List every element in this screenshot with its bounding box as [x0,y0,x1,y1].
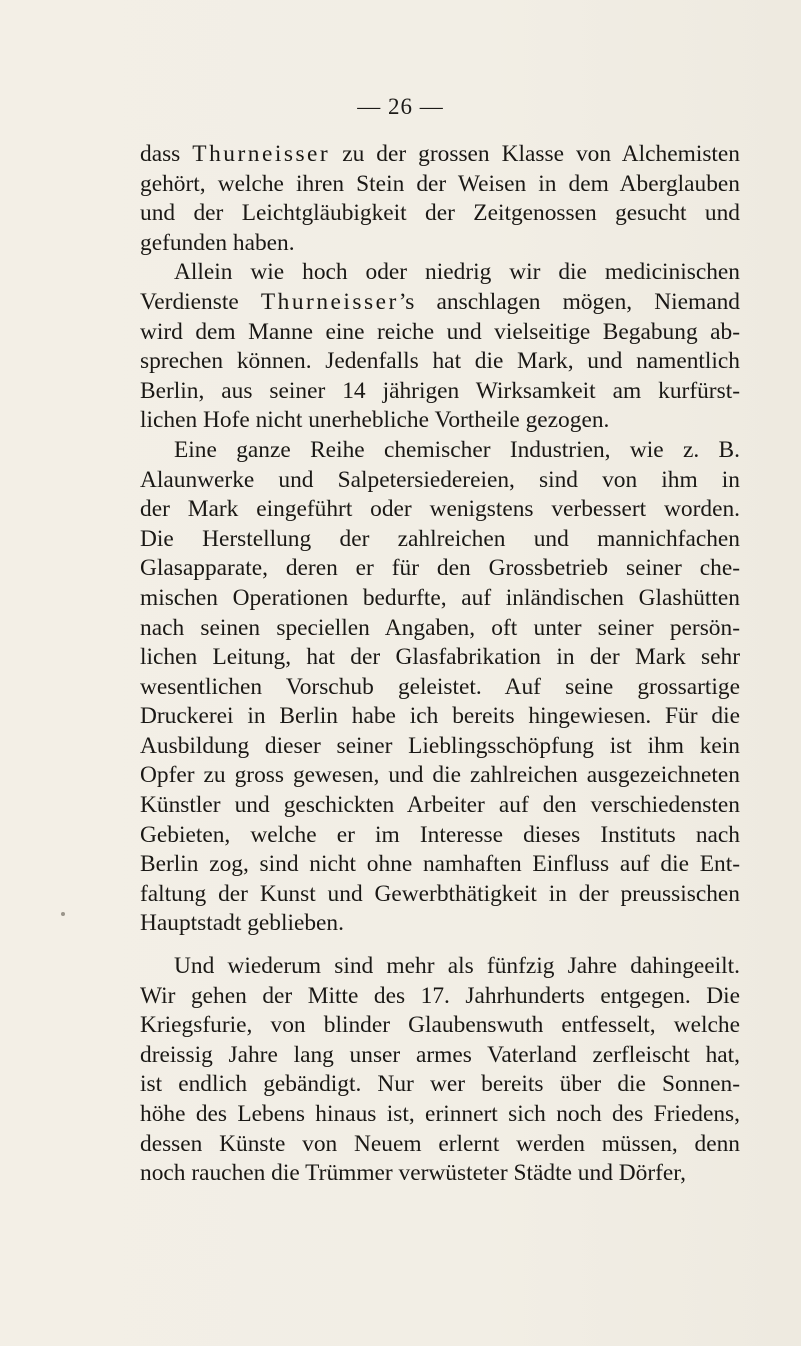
text-line: Druckerei in Berlin habe ich bereits hingewiesen. Für die [140,703,740,730]
paragraph [140,140,740,258]
text-line: Hauptstadt geblieben. [140,910,344,937]
paper-speck [61,912,65,916]
text-line: dessen Künste von Neuem erlernt werden müssen, denn [140,1130,740,1157]
text-line: Künstler und geschickten Arbeiter auf den verschiedensten [140,792,740,819]
text-line: Opfer zu gross gewesen, und die zahlreichen ausgezeichneten [140,762,740,789]
paragraph [140,258,740,436]
paragraph-gap [140,939,740,952]
text-line: ist endlich gebändigt. Nur wer bereits über die Sonnen- [140,1071,740,1098]
text-line: gefunden haben. [140,229,295,256]
text-line: Glasapparate, deren er für den Grossbetrieb seiner che- [140,555,740,582]
text-line: Eine ganze Reihe chemischer Industrien, wie z. B. [174,436,740,463]
paragraph [140,436,740,939]
text-line: wird dem Manne eine reiche und vielseitige Begabung ab- [140,318,740,345]
text-line: Die Herstellung der zahlreichen und mannichfachen [140,525,740,552]
spaced-name: Thurneisser [192,141,331,167]
spaced-name: Thurneisser [260,288,399,315]
text-line: Und wiederum sind mehr als fünfzig Jahre dahingeeilt. [174,953,740,980]
text-line: noch rauchen die Trümmer verwüsteter Städte und Dörfer, [140,1160,686,1187]
text-line: lichen Hofe nicht unerhebliche Vortheile gezogen. [140,407,610,434]
paragraph [140,952,740,1189]
text-line: Verdienste Thurneisser’s anschlagen mögen, Niemand [140,288,740,315]
page-number: — 26 — [357,94,444,119]
text-line: Alaunwerke und Salpetersiedereien, sind von ihm in [140,466,740,493]
text-line: dreissig Jahre lang unser armes Vaterland zerfleischt hat, [140,1041,740,1068]
text-line: dass Thurneisser zu der grossen Klasse von Alchemisten [140,141,740,167]
text-line: Kriegsfurie, von blinder Glaubenswuth entfesselt, welche [140,1012,740,1039]
text-line: gehört, welche ihren Stein der Weisen in dem Aberglauben [140,170,740,197]
text-line: sprechen können. Jedenfalls hat die Mark, und namentlich [140,348,740,375]
text-line: Allein wie hoch oder niedrig wir die medicinischen [174,259,740,286]
body-text [140,140,740,1189]
text-line: Berlin zog, sind nicht ohne namhaften Einfluss auf die Ent- [140,851,740,878]
text-line: Berlin, aus seiner 14 jährigen Wirksamkeit am kurfürst- [140,377,740,404]
text-line: der Mark eingeführt oder wenigstens verbessert worden. [140,496,740,523]
text-line: faltung der Kunst und Gewerbthätigkeit in der preussischen [140,880,740,907]
text-line: Wir gehen der Mitte des 17. Jahrhunderts entgegen. Die [140,982,740,1009]
text-line: höhe des Lebens hinaus ist, erinnert sich noch des Friedens, [140,1101,740,1127]
text-line: und der Leichtgläubigkeit der Zeitgenossen gesucht und [140,200,740,227]
text-line: wesentlichen Vorschub geleistet. Auf seine grossartige [140,673,740,700]
text-line: lichen Leitung, hat der Glasfabrikation in der Mark sehr [140,644,740,671]
text-line: mischen Operationen bedurfte, auf inländischen Glashütten [140,584,740,611]
text-line: nach seinen speciellen Angaben, oft unter seiner persön- [140,614,740,641]
text-line: Ausbildung dieser seiner Lieblingsschöpfung ist ihm kein [140,732,740,759]
text-line: Gebieten, welche er im Interesse dieses Instituts nach [140,821,740,848]
